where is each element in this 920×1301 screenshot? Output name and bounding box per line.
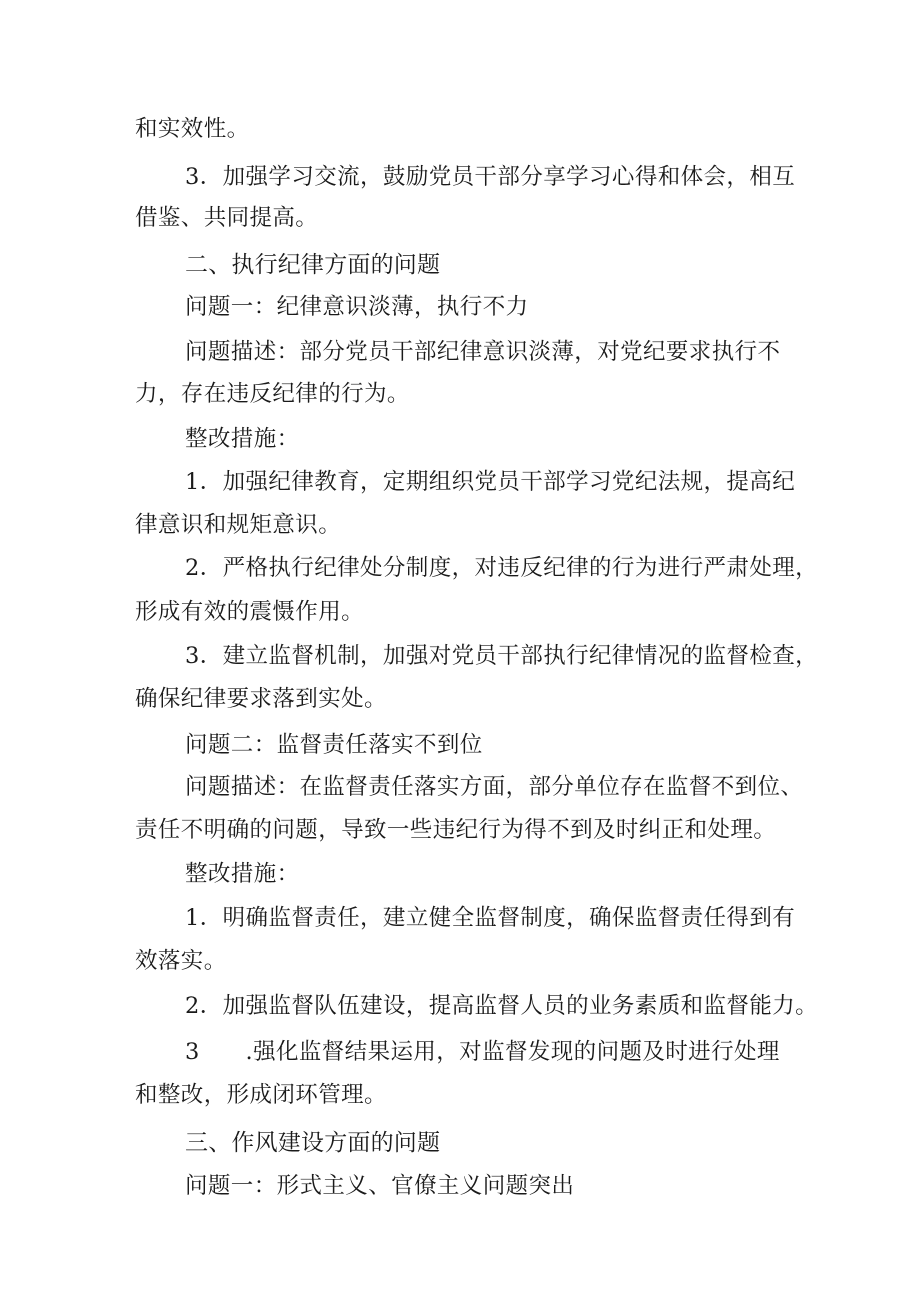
paragraph-line: 和整改，形成闭环管理。 — [135, 1082, 387, 1108]
problem-description: 问题描述：在监督责任落实方面，部分单位存在监督不到位、 — [185, 774, 804, 800]
section-heading: 二、执行纪律方面的问题 — [185, 252, 441, 278]
paragraph-line: 效落实。 — [135, 948, 227, 974]
measure-item-line: 2．严格执行纪律处分制度，对违反纪律的行为进行严肃处理， — [185, 555, 819, 581]
measure-item-line: 3．建立监督机制，加强对党员干部执行纪律情况的监督检查， — [185, 643, 819, 669]
measures-label: 整改措施： — [185, 426, 300, 452]
measure-item-line: 3．加强学习交流，鼓励党员干部分享学习心得和体会，相互 — [185, 164, 796, 190]
paragraph-line: 确保纪律要求落到实处。 — [135, 686, 387, 712]
measure-item-line: 1．加强纪律教育，定期组织党员干部学习党纪法规，提高纪 — [185, 469, 796, 495]
paragraph-line: 力，存在违反纪律的行为。 — [135, 381, 410, 407]
problem-title: 问题一：形式主义、官僚主义问题突出 — [185, 1173, 575, 1199]
measure-item-line: 2．加强监督队伍建设，提高监督人员的业务素质和监督能力。 — [185, 993, 819, 1019]
measure-item-line: 3 .强化监督结果运用，对监督发现的问题及时进行处理 — [185, 1039, 780, 1065]
paragraph-line: 律意识和规矩意识。 — [135, 512, 342, 538]
paragraph-line: 和实效性。 — [135, 116, 250, 142]
problem-title: 问题二：监督责任落实不到位 — [185, 732, 483, 758]
paragraph-line: 借鉴、共同提高。 — [135, 205, 319, 231]
section-heading: 三、作风建设方面的问题 — [185, 1130, 441, 1156]
measure-item-line: 1．明确监督责任，建立健全监督制度，确保监督责任得到有 — [185, 905, 796, 931]
problem-description: 问题描述：部分党员干部纪律意识淡薄，对党纪要求执行不 — [185, 339, 781, 365]
paragraph-line: 形成有效的震慑作用。 — [135, 599, 365, 625]
paragraph-line: 责任不明确的问题，导致一些违纪行为得不到及时纠正和处理。 — [135, 817, 777, 843]
measures-label: 整改措施： — [185, 861, 300, 887]
problem-title: 问题一：纪律意识淡薄，执行不力 — [185, 294, 529, 320]
